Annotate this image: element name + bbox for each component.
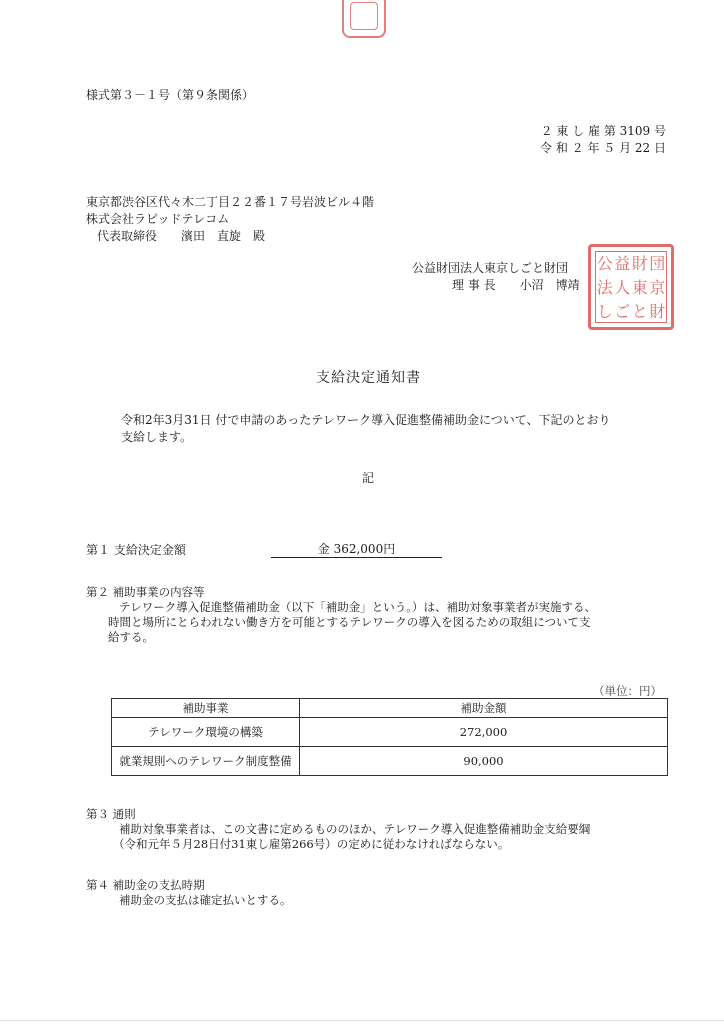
section-2-line-3: 給する。: [108, 630, 154, 644]
seal-glyph: 公: [596, 254, 613, 273]
table-cell-item: 就業規則へのテレワーク制度整備: [112, 747, 300, 776]
seal-glyph: 人: [614, 278, 631, 297]
recipient-address: 東京都渋谷区代々木二丁目２２番１７号岩波ビル４階: [86, 195, 375, 209]
section-3-label: 第３ 通則: [86, 807, 136, 821]
unit-label: （単位：円）: [593, 684, 662, 698]
seal-glyph: 京: [649, 278, 666, 297]
section-1-label: 第１ 支給決定金額: [86, 543, 186, 557]
decision-amount: 金 362,000円: [271, 542, 442, 558]
table-cell-amount: 90,000: [300, 747, 668, 776]
document-number: ２ 東 し 雇 第 3109 号: [540, 124, 666, 138]
seal-glyph: 益: [614, 254, 631, 273]
issuer-organization: 公益財団法人東京しごと財団: [412, 261, 569, 275]
table-cell-item: テレワーク環境の構築: [112, 718, 300, 747]
document-date: 令 和 ２ 年 ５ 月 22 日: [540, 141, 666, 155]
recipient-representative: 代表取締役 濱田 直旋 殿: [97, 229, 266, 243]
recipient-company: 株式会社ラピッドテレコム: [86, 212, 230, 226]
section-2-line-2: 時間と場所にとらわれない働き方を可能とするテレワークの導入を図るための取組について支: [108, 615, 591, 629]
issuer-name: 理 事 長 小沼 博靖: [452, 278, 580, 292]
page-edge-line: [0, 1020, 724, 1021]
seal-glyph: と: [631, 302, 648, 321]
table-header-row: [112, 699, 668, 718]
official-seal-stamp: [588, 244, 674, 330]
section-4-label: 第４ 補助金の支払時期: [86, 878, 205, 892]
table-cell-amount: 272,000: [300, 718, 668, 747]
seal-glyph: し: [596, 302, 613, 321]
subsidy-table: [111, 698, 668, 776]
section-2-line-1: テレワーク導入促進整備補助金（以下「補助金」という。）は、補助対象事業者が実施する、: [119, 600, 597, 614]
seal-glyph: ご: [614, 302, 631, 321]
seal-glyph: 財: [649, 302, 666, 321]
seal-glyph: 東: [631, 278, 648, 297]
document-title: 支給決定通知書: [316, 370, 421, 386]
table-header-amount: 補助金額: [300, 699, 668, 718]
top-seal-stamp: [342, 0, 386, 38]
table-header-item: 補助事業: [112, 699, 300, 718]
section-2-label: 第２ 補助事業の内容等: [86, 585, 205, 599]
intro-line-1: 令和2年3月31日 付で申請のあったテレワーク導入促進整備補助金について、下記のとおり: [121, 413, 611, 427]
section-4-line-1: 補助金の支払は確定払いとする。: [119, 893, 292, 907]
form-label: 様式第３－１号（第９条関係）: [86, 88, 255, 102]
ki-heading: 記: [362, 471, 375, 485]
seal-glyph: 法: [596, 278, 613, 297]
seal-glyph: 財: [631, 254, 648, 273]
section-3-line-2: （令和元年５月28日付31東し雇第266号）の定めに従わなければならない。: [113, 837, 510, 851]
table-row: [112, 718, 668, 747]
table-row: [112, 747, 668, 776]
section-3-line-1: 補助対象事業者は、この文書に定めるもののほか、テレワーク導入促進整備補助金支給要綱: [119, 822, 591, 836]
intro-line-2: 支給します。: [121, 430, 193, 444]
seal-glyph: 団: [649, 254, 666, 273]
